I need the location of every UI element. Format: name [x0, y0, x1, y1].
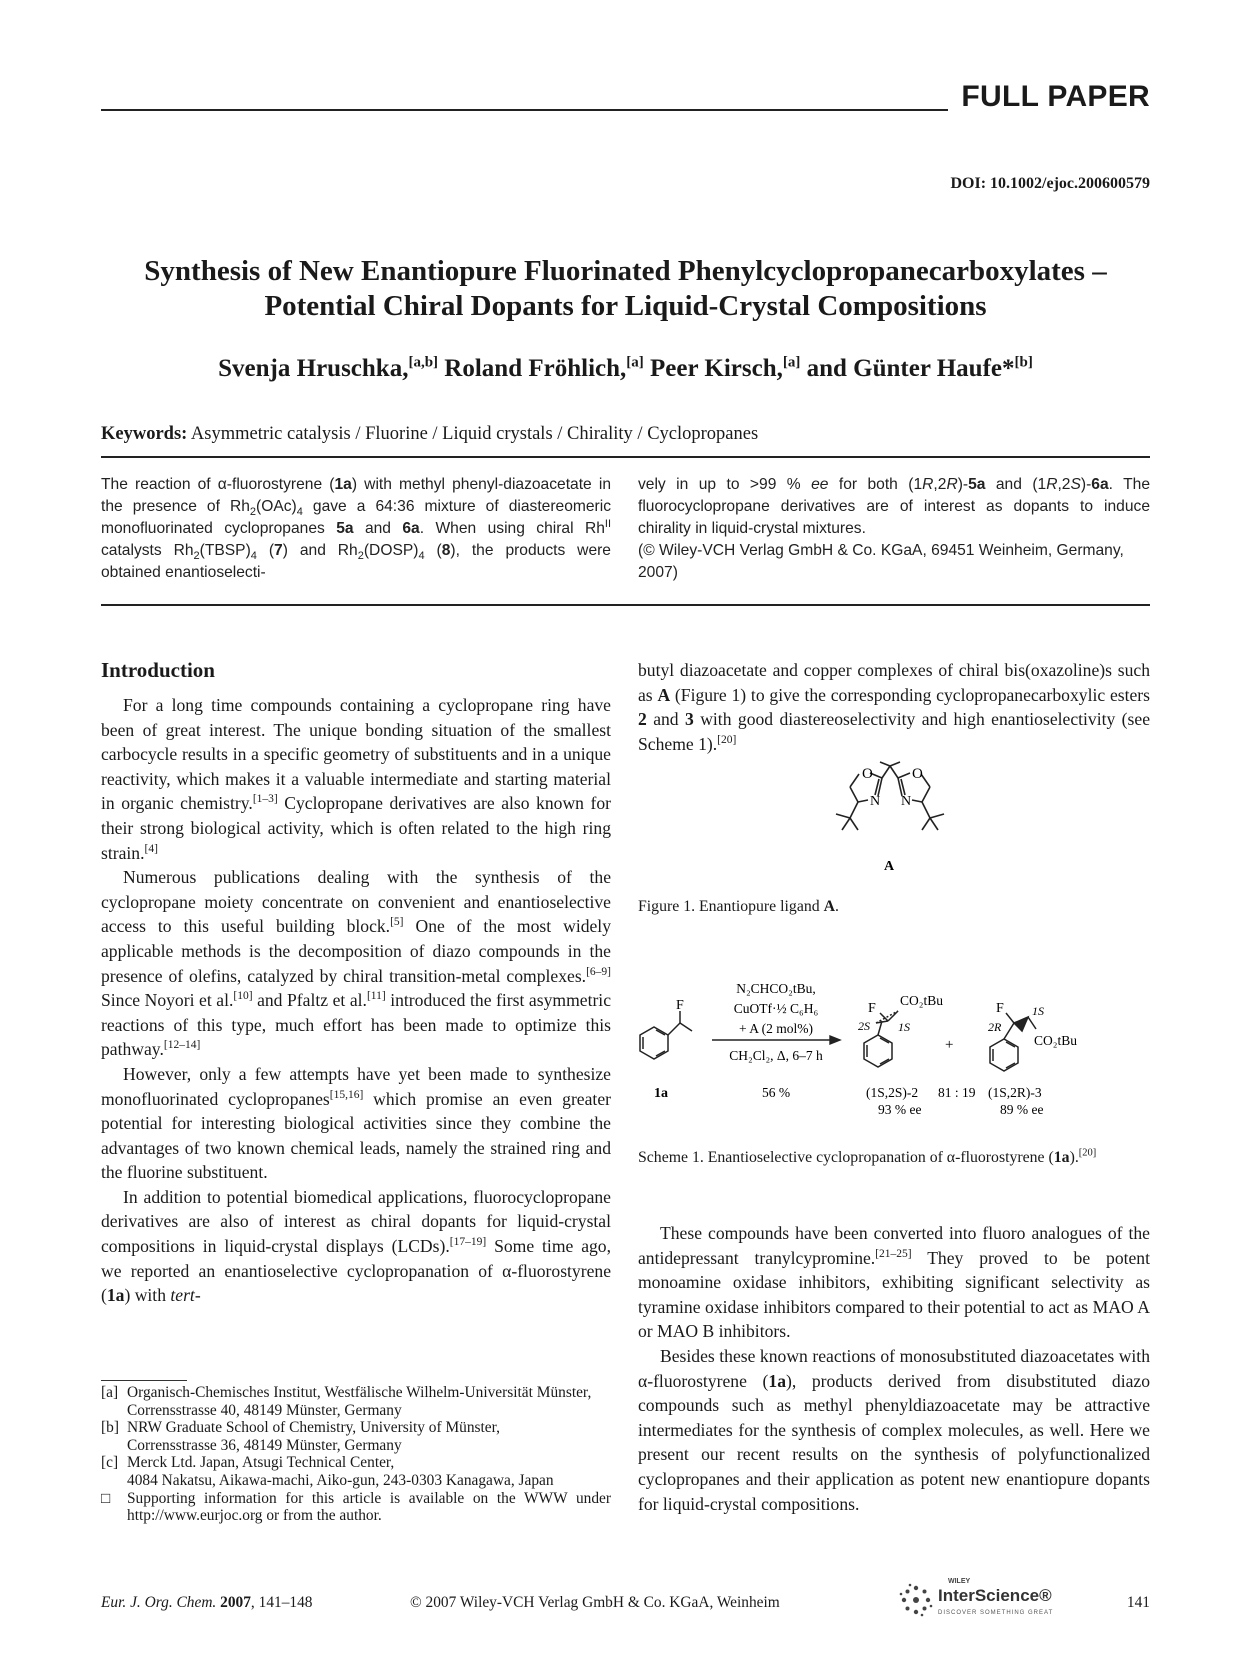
footnote-text: [127, 1419, 611, 1454]
section-heading: Introduction: [101, 658, 215, 682]
yield: 56 %: [761, 1085, 791, 1100]
footnote-text: [127, 1454, 611, 1489]
citation: [21–25]: [875, 1247, 912, 1260]
text: Besides these known reactions of monosubstituted diazoacetates with α-fluorostyrene (: [638, 1345, 1150, 1391]
author-list: [101, 355, 1150, 383]
text: (: [424, 542, 442, 559]
ee-value: 93 % ee: [878, 1102, 922, 1117]
text: The reaction of α-fluorostyrene (: [101, 476, 335, 493]
text: vely in up to >99 %: [638, 476, 812, 493]
italic: R: [1046, 476, 1058, 493]
logo-tagline: DISCOVER SOMETHING GREAT: [938, 1610, 1054, 1616]
citation: [5]: [390, 916, 404, 929]
affiliation-mark: [a,b]: [408, 354, 439, 371]
paragraph: [638, 1344, 1150, 1516]
paragraph: [101, 693, 611, 865]
affiliations: [101, 1384, 611, 1525]
text: In addition to potential biomedical applications, fluorocyclopropane derivatives are also of interest as chiral dopants for liquid-crystal compositions in liquid-crystal displays (LCDs).: [101, 1186, 611, 1257]
abstract-paragraph: [638, 474, 1150, 540]
keywords-text: Asymmetric catalysis / Fluorine / Liquid crystals / Chirality / Cyclopropanes: [187, 424, 759, 444]
citation: [10]: [233, 990, 253, 1003]
keywords-rule: [101, 456, 1150, 458]
subscript: 2: [249, 506, 257, 519]
subscript: 2: [357, 550, 364, 563]
journal-citation: [101, 1594, 312, 1612]
header-rule: [101, 109, 948, 111]
compound-label: 1a: [654, 1086, 668, 1101]
paragraph: [101, 1062, 611, 1185]
author: Roland Fröhlich,: [438, 355, 627, 382]
stereo-label: 2R: [988, 1020, 1002, 1034]
stereo-label: 1S: [898, 1020, 910, 1034]
superscript: II: [604, 517, 612, 530]
author: Svenja Hruschka,: [218, 355, 409, 382]
text: ) and Rh: [282, 542, 358, 559]
fluorine-label: F: [868, 1001, 876, 1016]
scheme-1: [630, 975, 1150, 1125]
text: and: [353, 520, 403, 537]
conditions: CH₂Cl₂, Δ, 6–7 h: [729, 1048, 823, 1063]
compound-ref: 1a: [334, 476, 352, 493]
reaction-arrow: [712, 1036, 840, 1044]
scheme-1-caption: [638, 1148, 1150, 1168]
journal-name: Eur. J. Org. Chem.: [101, 1594, 217, 1611]
text: and: [646, 709, 686, 730]
compound-ref: 3: [685, 709, 694, 730]
text: ), products derived from disubstituted diazo compounds such as methyl phenyldiazoacetate may be attractive intermediates for the synthesis of complex molecules, as well. Here we present our recent results on the synthesis of polyfunctionalized cyclopropanes and their application as potent new enantiopure dopants for liquid-crystal compositions.: [638, 1370, 1151, 1514]
paragraph: [101, 1185, 611, 1308]
compound-ref: A: [823, 898, 835, 915]
logo-wiley: WILEY: [948, 1578, 971, 1585]
text: which promise an even greater potential for interesting biological activities since they combine the advantages of two known chemical leads, namely the strained ring and the fluorine substituent.: [101, 1088, 611, 1183]
text: . When using chiral Rh: [419, 520, 605, 537]
text: (DOSP): [363, 542, 419, 559]
footnote-label: [a]: [101, 1384, 119, 1401]
compound-ref: 8: [441, 542, 451, 559]
italic: tert-: [170, 1285, 201, 1306]
affiliation-mark: [a]: [626, 354, 644, 371]
nitrogen-label: N: [901, 794, 912, 809]
text: catalysts Rh: [101, 542, 194, 559]
product-label: (1S,2S)-2: [866, 1085, 919, 1100]
text: They proved to be potent monoamine oxidase inhibitors, exhibiting significant selectivity as tyramine oxidase inhibitors compared to their potential to act as MAO A or MAO B inhibitors.: [638, 1247, 1150, 1342]
logo-wordmark: InterScience®: [938, 1586, 1052, 1605]
italic: ee: [811, 476, 829, 493]
text: ) with: [124, 1285, 171, 1306]
title-line-2: Potential Chiral Dopants for Liquid-Crystal Compositions: [264, 290, 987, 322]
keywords: [101, 424, 758, 445]
compound-ref: A: [657, 684, 671, 705]
compound-ref: 1a: [768, 1370, 786, 1391]
compound-ref: 1a: [106, 1285, 125, 1306]
doi: DOI: 10.1002/ejoc.200600579: [950, 175, 1150, 192]
text: (: [256, 542, 275, 559]
citation: [20]: [717, 733, 737, 746]
footnote-rule: [101, 1380, 187, 1381]
journal-year: 2007: [216, 1594, 251, 1611]
text: introduced the first asymmetric reactions of this type, much effort has been made to optimize this pathway.: [101, 990, 612, 1060]
citation: [12–14]: [163, 1039, 201, 1052]
text: Organisch-Chemisches Institut, Westfälische Wilhelm-Universität Münster,: [127, 1384, 592, 1401]
keywords-label: Keywords:: [101, 424, 188, 444]
paragraph: [638, 658, 1150, 756]
body-left-column: [101, 693, 611, 1308]
text: (Figure 1) to give the corresponding cyclopropanecarboxylic esters: [670, 684, 1150, 705]
body-right-top: [638, 658, 1150, 756]
oxygen-label: O: [912, 766, 923, 782]
subscript: 4: [250, 550, 257, 563]
title-line-1: Synthesis of New Enantiopure Fluorinated Phenylcyclopropanecarboxylates –: [144, 255, 1107, 287]
text: ), the products were obtained enantioselecti-: [101, 542, 611, 581]
abstract-copyright: (© Wiley-VCH Verlag GmbH & Co. KGaA, 69451 Weinheim, Germany, 2007): [638, 542, 1124, 581]
italic: R: [946, 476, 958, 493]
figure-1-caption: [638, 897, 1150, 917]
text: butyl diazoacetate and copper complexes of chiral bis(oxazoline)s such as: [638, 660, 1150, 705]
abstract-left: [101, 474, 611, 584]
compound-ref: 6a: [1091, 476, 1109, 493]
citation: [1–3]: [252, 793, 278, 806]
ester-label: CO₂tBu: [900, 993, 943, 1008]
text: Figure 1. Enantiopure ligand: [638, 898, 824, 915]
text: Corrensstrasse 36, 48149 Münster, Germany: [127, 1436, 402, 1454]
text: Numerous publications dealing with the synthesis of the cyclopropane moiety concentrate on convenient and enantioselective access to this useful building block.: [101, 867, 611, 937]
text: However, only a few attempts have yet been made to synthesize monofluorinated cyclopropanes: [101, 1063, 611, 1109]
fluorine-label: F: [676, 998, 684, 1013]
text: Cyclopropane derivatives are also known for their strong biological activity, which is often related to the high ring strain.: [101, 793, 611, 863]
reagent-line: CuOTf·½ C₆H₆: [733, 1001, 819, 1016]
article-title: [101, 254, 1150, 324]
ratio: 81 : 19: [938, 1085, 976, 1100]
footnote-text: [127, 1384, 611, 1419]
citation: [15,16]: [329, 1088, 364, 1101]
footnote: [101, 1419, 611, 1454]
author: and Günter Haufe*: [800, 355, 1015, 382]
text: NRW Graduate School of Chemistry, University of Münster,: [127, 1419, 500, 1437]
text: Some time ago, we reported an enantioselective cyclopropanation of α-fluorostyrene (: [101, 1236, 612, 1306]
footnote: [101, 1454, 611, 1489]
reagent-line: + A (2 mol%): [739, 1021, 813, 1036]
oxygen-label: O: [862, 766, 873, 782]
text: Merck Ltd. Japan, Atsugi Technical Center,: [127, 1454, 395, 1472]
subscript: 4: [418, 550, 425, 563]
text: (OAc): [256, 498, 297, 515]
footnote-label: [c]: [101, 1454, 119, 1472]
ligand-a-structure: [820, 760, 960, 875]
journal-pages: , 141–148: [250, 1594, 313, 1611]
compound-ref: 2: [638, 709, 647, 730]
affiliation-mark: [b]: [1014, 354, 1033, 371]
affiliation-mark: [a]: [782, 354, 801, 371]
text: 4084 Nakatsu, Aikawa-machi, Aiko-gun, 243-0303 Kanagawa, Japan: [127, 1471, 554, 1489]
compound-ref: 5a: [336, 520, 354, 537]
nitrogen-label: N: [870, 794, 881, 809]
section-label: FULL PAPER: [961, 80, 1150, 113]
text: ,2: [933, 476, 947, 493]
footnote-text: Supporting information for this article is available on the WWW under http://www.eurjoc.org or from the author.: [127, 1489, 611, 1525]
italic: R: [922, 476, 934, 493]
computer-icon: □: [101, 1489, 111, 1507]
reagent-line: N₂CHCO₂tBu,: [736, 981, 816, 996]
text: (TBSP): [199, 542, 251, 559]
italic: S: [1070, 476, 1081, 493]
text: These compounds have been converted into fluoro analogues of the antidepressant tranylcypromine.: [638, 1223, 1150, 1268]
citation: [4]: [144, 842, 158, 855]
abstract-rule: [101, 604, 1150, 606]
product-label: (1S,2R)-3: [988, 1085, 1042, 1100]
footnote: [101, 1490, 611, 1525]
compound-ref: 1a: [1053, 1149, 1070, 1166]
text: gave a 64:36 mixture of diastereomeric monofluorinated cyclopropanes: [101, 498, 611, 537]
text: Since Noyori et al.: [101, 990, 234, 1011]
footnote: [101, 1384, 611, 1419]
citation: [17–19]: [449, 1236, 487, 1249]
citation: [20]: [1078, 1147, 1097, 1159]
page-number: 141: [1126, 1594, 1150, 1611]
citation: [11]: [366, 990, 386, 1003]
plus-sign: +: [945, 1037, 954, 1053]
paragraph: [638, 1221, 1150, 1344]
text: and (1: [985, 476, 1047, 493]
text: ,2: [1057, 476, 1071, 493]
styrene-structure: [640, 1011, 692, 1059]
stereo-label: 2S: [858, 1019, 870, 1033]
text: )-: [1080, 476, 1092, 493]
footnote-label: [b]: [101, 1419, 119, 1437]
footer-copyright: © 2007 Wiley-VCH Verlag GmbH & Co. KGaA, Weinheim: [410, 1594, 780, 1611]
citation: [6–9]: [586, 965, 611, 978]
text: ).: [1069, 1149, 1079, 1166]
compound-ref: 5a: [968, 476, 986, 493]
subscript: 4: [296, 506, 303, 519]
text: .: [835, 898, 839, 915]
text: . The fluorocyclopropane derivatives are of interest as dopants to induce chirality in liquid-crystal mixtures.: [638, 476, 1150, 537]
text: One of the most widely applicable methods is the decomposition of diazo compounds in the presence of olefins, catalyzed by chiral transition-metal complexes.: [101, 916, 611, 986]
paragraph: [101, 865, 611, 1062]
compound-ref: 7: [274, 542, 283, 559]
interscience-logo-icon: [898, 1582, 934, 1618]
text: for both (1: [828, 476, 923, 493]
text: Scheme 1. Enantioselective cyclopropanation of α-fluorostyrene (: [638, 1149, 1054, 1166]
ligand-label: A: [884, 859, 895, 874]
ester-label: CO₂tBu: [1034, 1033, 1077, 1048]
fluorine-label: F: [996, 1001, 1004, 1016]
text: with good diastereoselectivity and high enantioselectivity (see Scheme 1).: [638, 709, 1151, 754]
text: For a long time compounds containing a cyclopropane ring have been of great interest. The unique bonding situation of the smallest carbocycle results in a specific geometry of substituents and in a unique reactivity, which makes it a valuable intermediate and starting material in organic chemistry.: [101, 695, 611, 814]
ee-value: 89 % ee: [1000, 1102, 1044, 1117]
text: and Pfaltz et al.: [252, 990, 367, 1011]
body-right-bottom: [638, 1221, 1150, 1516]
stereo-label: 1S: [1032, 1004, 1044, 1018]
subscript: 2: [193, 550, 200, 563]
abstract-right: [638, 474, 1150, 584]
text: Corrensstrasse 40, 48149 Münster, Germany: [127, 1401, 402, 1419]
text: )-: [957, 476, 969, 493]
compound-ref: 6a: [402, 520, 420, 537]
abstract-paragraph: [101, 474, 611, 584]
author: Peer Kirsch,: [643, 355, 783, 382]
text: ) with methyl phenyl-diazoacetate in the presence of Rh: [101, 476, 611, 515]
